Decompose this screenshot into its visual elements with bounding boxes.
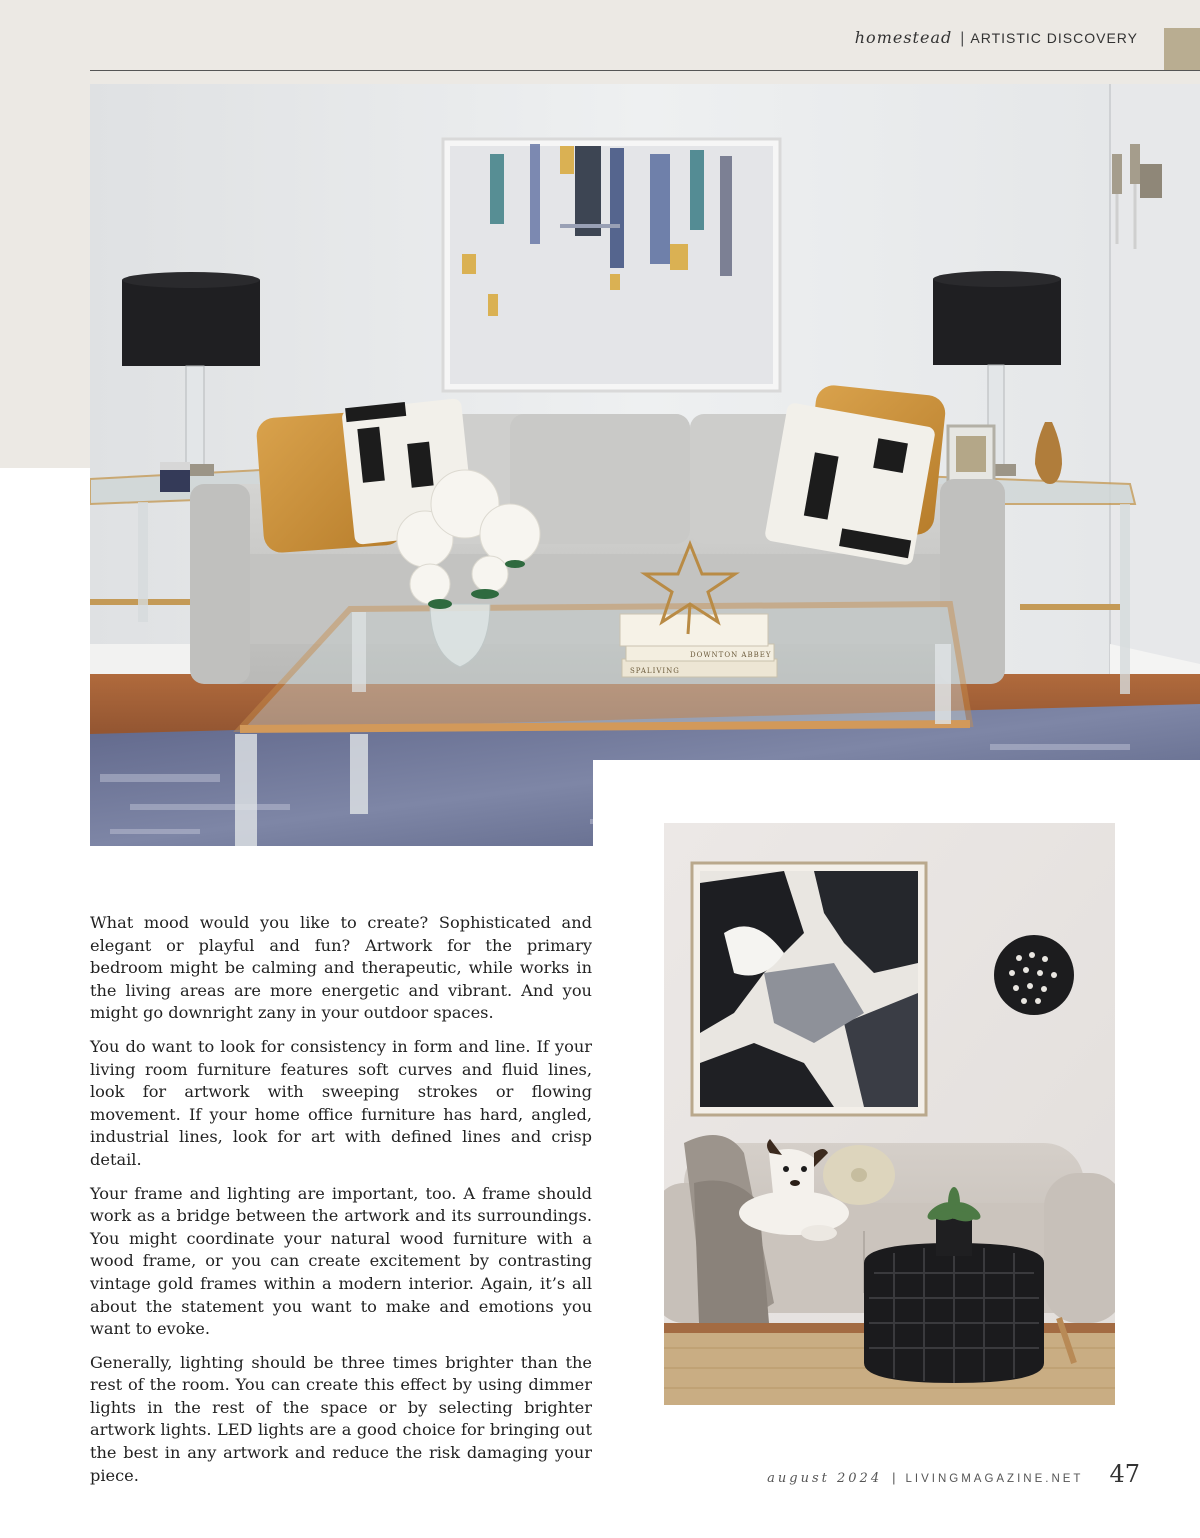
header-section-name: homestead — [854, 28, 953, 47]
article-paragraph: Generally, lighting should be three times brighter than the rest of the room. You can create this effect by using dimmer lights in the rest of the space or by selecting brighter artwork lights. LED lights are a good choice for bringing out the best in any artwork and reduce the risk damaging your piece. — [90, 1352, 592, 1485]
header-topic: ARTISTIC DISCOVERY — [970, 30, 1138, 46]
page-footer — [760, 1460, 1140, 1488]
living-room-photo — [90, 84, 1200, 846]
header-rule — [90, 70, 1200, 71]
footer-website: LIVINGMAGAZINE.NET — [905, 1473, 1084, 1485]
page-number: 47 — [1109, 1460, 1140, 1488]
book-title-spaliving: SPALIVING — [630, 667, 680, 675]
footer-separator: | — [892, 1470, 896, 1485]
header-separator: | — [960, 30, 965, 47]
article-paragraph: Your frame and lighting are important, too. A frame should work as a bridge between the artwork and its surroundings. You might coordinate your natural wood furniture with a wood frame, or you can create excitement by contrasting vintage gold frames within a modern interior. Again, it’s all about the statement you want to make and emotions you want to evoke. — [90, 1183, 592, 1339]
footer-issue-date: august 2024 — [767, 1471, 883, 1486]
book-title-downton: DOWNTON ABBEY — [690, 651, 772, 659]
article-paragraph: You do want to look for consistency in form and line. If your living room furniture features soft curves and fluid lines, look for artwork with sweeping strokes or flowing movement. If your home office furniture has hard, angled, industrial lines, look for art with defined lines and crisp detail. — [90, 1036, 592, 1169]
dog-sofa-photo — [664, 823, 1115, 1405]
article-paragraph: What mood would you like to create? Sophisticated and elegant or playful and fun? Artwork for the primary bedroom might be calming and therapeutic, while works in the living areas are more energetic and vibrant. And you might go downright zany in your outdoor spaces. — [90, 913, 592, 1023]
header-color-tab — [1164, 28, 1200, 70]
article-body — [90, 912, 592, 1498]
running-header — [90, 28, 1138, 48]
